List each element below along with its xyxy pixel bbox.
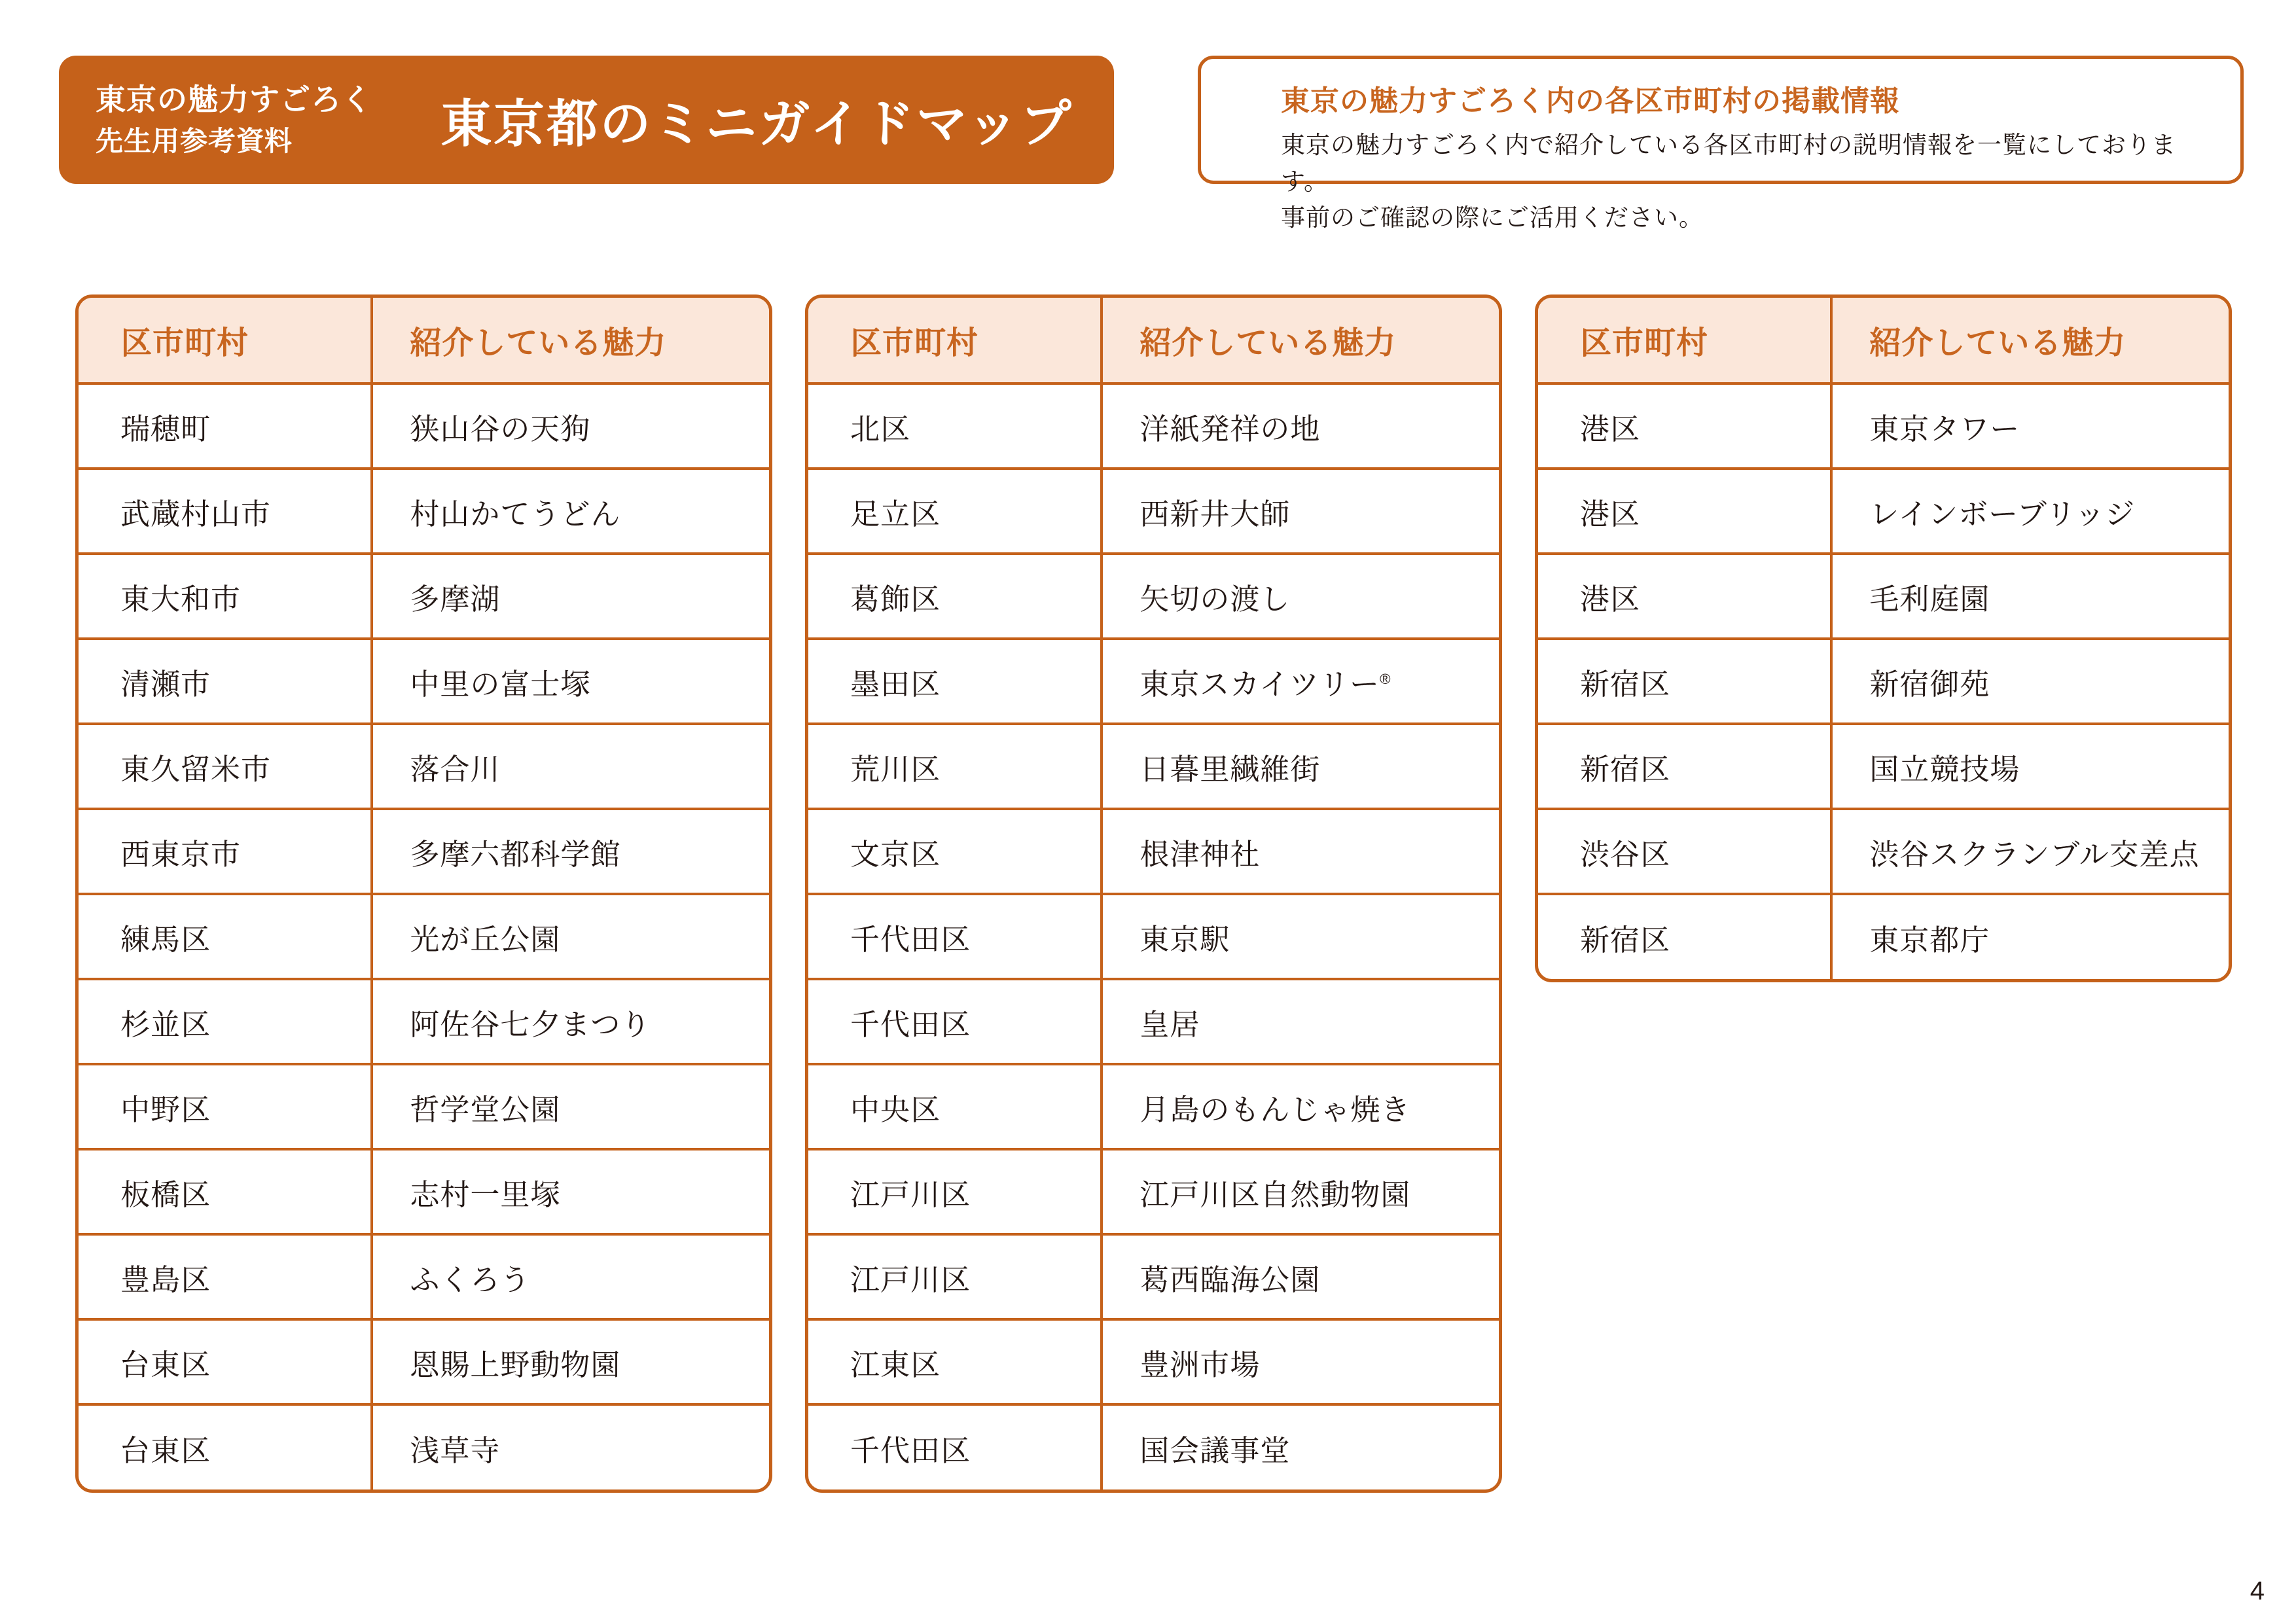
municipality-cell: 足立区	[808, 469, 1102, 554]
municipality-cell: 港区	[1538, 554, 1831, 639]
attraction-cell: 渋谷スクランブル交差点	[1831, 809, 2229, 894]
table-row	[808, 1064, 1499, 1149]
municipality-cell: 東久留米市	[79, 724, 372, 809]
table-row	[808, 639, 1499, 724]
table-row	[1538, 724, 2229, 809]
municipality-cell: 江東区	[808, 1319, 1102, 1404]
attraction-cell: 浅草寺	[372, 1404, 769, 1489]
table-header-row	[79, 298, 769, 383]
attraction-cell: 皇居	[1102, 979, 1499, 1064]
municipality-cell: 板橋区	[79, 1149, 372, 1234]
title-banner	[59, 56, 1114, 184]
registered-mark: ®	[1380, 670, 1391, 687]
table-row	[79, 1319, 769, 1404]
table-row	[1538, 639, 2229, 724]
attraction-cell: 葛西臨海公園	[1102, 1234, 1499, 1319]
column-header-municipality: 区市町村	[79, 298, 372, 383]
page-number: 4	[2250, 1577, 2265, 1605]
municipality-cell: 武蔵村山市	[79, 469, 372, 554]
municipality-cell: 墨田区	[808, 639, 1102, 724]
info-box-heading: 東京の魅力すごろく内の各区市町村の掲載情報	[1281, 85, 1899, 117]
table-row	[79, 554, 769, 639]
column-header-attraction: 紹介している魅力	[1831, 298, 2229, 383]
table-row	[808, 724, 1499, 809]
table-row	[808, 809, 1499, 894]
audience-label: 先生用参考資料	[96, 125, 293, 156]
municipality-cell: 中野区	[79, 1064, 372, 1149]
municipality-cell: 台東区	[79, 1404, 372, 1489]
table-row	[79, 1064, 769, 1149]
attraction-cell: 月島のもんじゃ焼き	[1102, 1064, 1499, 1149]
table-row	[79, 383, 769, 469]
table-row	[79, 1149, 769, 1234]
column-header-municipality: 区市町村	[1538, 298, 1831, 383]
table-row	[79, 639, 769, 724]
table-row	[808, 469, 1499, 554]
page-title: 東京都のミニガイドマップ	[440, 95, 1073, 152]
guide-table-2	[805, 294, 1502, 1493]
table-row	[79, 894, 769, 979]
table-row	[808, 383, 1499, 469]
table-header-row	[1538, 298, 2229, 383]
attraction-cell: 西新井大師	[1102, 469, 1499, 554]
attraction-cell: 日暮里繊維街	[1102, 724, 1499, 809]
municipality-cell: 千代田区	[808, 1404, 1102, 1489]
attraction-cell: 豊洲市場	[1102, 1319, 1499, 1404]
table-row	[808, 894, 1499, 979]
municipality-cell: 江戸川区	[808, 1234, 1102, 1319]
table-row	[79, 469, 769, 554]
attraction-cell: 落合川	[372, 724, 769, 809]
table-row	[79, 979, 769, 1064]
municipality-cell: 港区	[1538, 469, 1831, 554]
table-header-row	[808, 298, 1499, 383]
guide-table-1	[75, 294, 772, 1493]
attraction-cell: 光が丘公園	[372, 894, 769, 979]
municipality-cell: 豊島区	[79, 1234, 372, 1319]
municipality-cell: 清瀬市	[79, 639, 372, 724]
attraction-cell: 阿佐谷七夕まつり	[372, 979, 769, 1064]
municipality-cell: 瑞穂町	[120, 412, 211, 446]
attraction-cell: 矢切の渡し	[1102, 554, 1499, 639]
attraction-cell: 東京スカイツリー®	[1102, 639, 1499, 724]
municipality-cell: 文京区	[808, 809, 1102, 894]
table-row	[79, 1404, 769, 1489]
tables-area	[75, 294, 2232, 1493]
table-row	[808, 1149, 1499, 1234]
attraction-cell: ふくろう	[372, 1234, 769, 1319]
attraction-cell: 根津神社	[1102, 809, 1499, 894]
municipality-cell: 新宿区	[1538, 639, 1831, 724]
municipality-cell: 千代田区	[808, 894, 1102, 979]
table-row	[1538, 383, 2229, 469]
attraction-cell: 新宿御苑	[1831, 639, 2229, 724]
table-row	[79, 809, 769, 894]
attraction-cell: 哲学堂公園	[372, 1064, 769, 1149]
guide-table	[79, 298, 769, 1489]
municipality-cell: 渋谷区	[1538, 809, 1831, 894]
municipality-cell: 北区	[850, 412, 911, 446]
attraction-cell: 東京都庁	[1831, 894, 2229, 979]
table-row	[79, 1234, 769, 1319]
attraction-cell: 国立競技場	[1831, 724, 2229, 809]
guide-table	[808, 298, 1499, 1489]
attraction-cell: 毛利庭園	[1831, 554, 2229, 639]
table-row	[1538, 894, 2229, 979]
attraction-cell: 多摩六都科学館	[372, 809, 769, 894]
municipality-cell: 杉並区	[79, 979, 372, 1064]
municipality-cell: 新宿区	[1538, 894, 1831, 979]
municipality-cell: 港区	[1580, 412, 1641, 446]
attraction-cell: 中里の富士塚	[372, 639, 769, 724]
attraction-cell: 多摩湖	[372, 554, 769, 639]
municipality-cell: 新宿区	[1538, 724, 1831, 809]
column-header-municipality: 区市町村	[808, 298, 1102, 383]
attraction-cell: 村山かてうどん	[372, 469, 769, 554]
table-row	[1538, 469, 2229, 554]
municipality-cell: 中央区	[808, 1064, 1102, 1149]
municipality-cell: 江戸川区	[808, 1149, 1102, 1234]
municipality-cell: 西東京市	[79, 809, 372, 894]
table-row	[1538, 809, 2229, 894]
series-label: 東京の魅力すごろく	[96, 82, 372, 117]
attraction-cell: 志村一里塚	[372, 1149, 769, 1234]
column-header-attraction: 紹介している魅力	[372, 298, 769, 383]
municipality-cell: 練馬区	[79, 894, 372, 979]
table-row	[808, 1404, 1499, 1489]
info-box	[1198, 56, 2244, 231]
attraction-cell: 東京タワー	[1831, 383, 2229, 469]
attraction-cell: レインボーブリッジ	[1831, 469, 2229, 554]
municipality-cell: 荒川区	[808, 724, 1102, 809]
guide-table	[1538, 298, 2229, 979]
info-box-body-line2: 事前のご確認の際にご活用ください。	[1281, 204, 1704, 231]
table-row	[79, 724, 769, 809]
banner-subtitle-block	[96, 78, 390, 162]
attraction-cell: 恩賜上野動物園	[372, 1319, 769, 1404]
info-box-body-line1: 東京の魅力すごろく内で紹介している各区市町村の説明情報を一覧にしております。	[1281, 132, 2176, 195]
attraction-cell: 狭山谷の天狗	[372, 383, 769, 469]
municipality-cell: 葛飾区	[808, 554, 1102, 639]
table-row	[808, 1319, 1499, 1404]
table-row	[808, 554, 1499, 639]
table-row	[808, 1234, 1499, 1319]
column-header-attraction: 紹介している魅力	[1102, 298, 1499, 383]
municipality-cell: 東大和市	[79, 554, 372, 639]
attraction-cell: 東京駅	[1102, 894, 1499, 979]
municipality-cell: 千代田区	[808, 979, 1102, 1064]
attraction-cell: 江戸川区自然動物園	[1102, 1149, 1499, 1234]
table-row	[808, 979, 1499, 1064]
table-row	[1538, 554, 2229, 639]
attraction-cell: 洋紙発祥の地	[1102, 383, 1499, 469]
municipality-cell: 台東区	[79, 1319, 372, 1404]
guide-table-3	[1535, 294, 2232, 982]
attraction-cell: 国会議事堂	[1102, 1404, 1499, 1489]
